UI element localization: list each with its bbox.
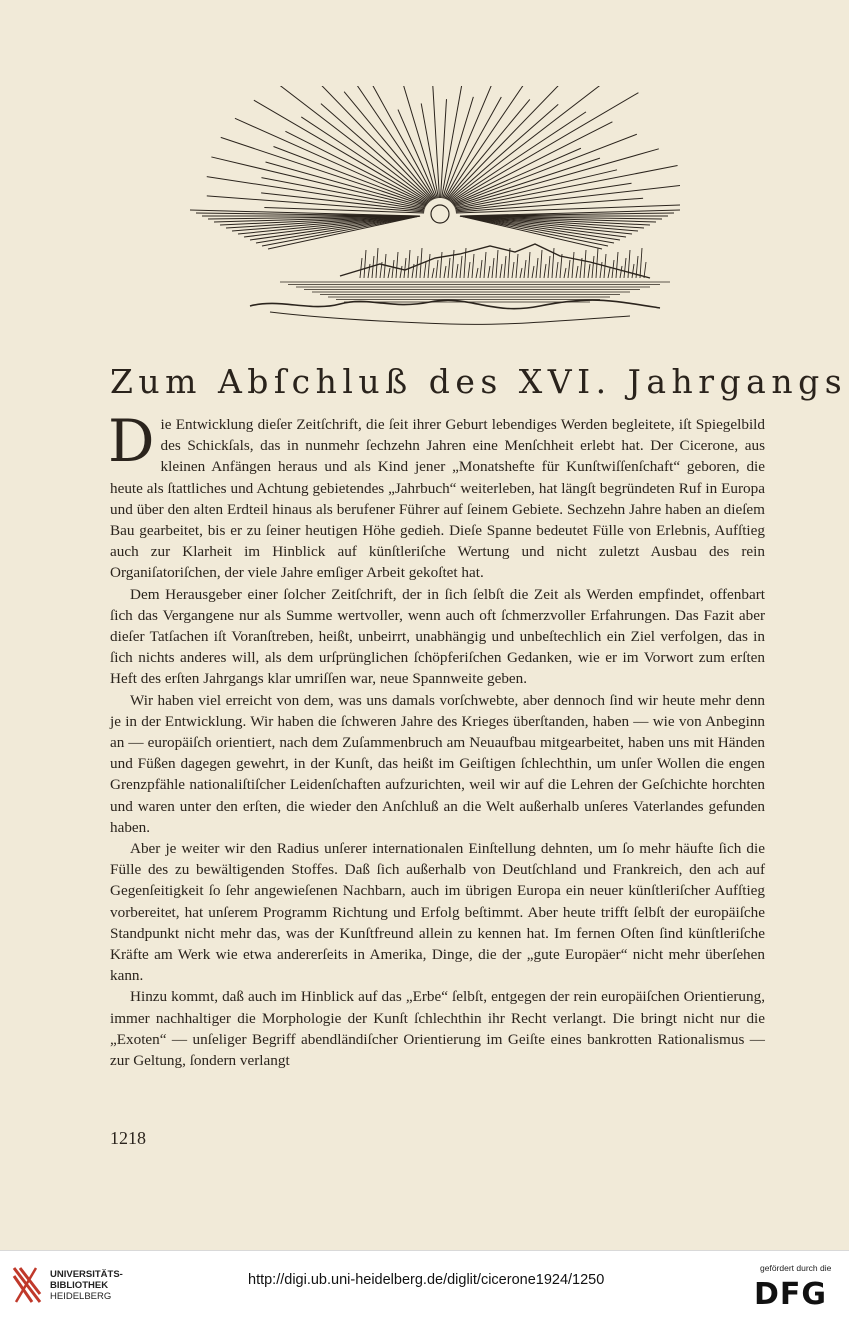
article-body <box>108 407 765 1071</box>
paragraph-1: Die Entwicklung dieſer Zeitſchrift, die ſeit ihrer Geburt lebendiges Werden begleitete, iſt Spiegelbild des Schickſals, das in nunmehr ſechzehn Jahren eine Menſchheit erlebt hat. Der Cicerone, aus kleinen Anfängen heraus und als Kind jener „Monatshefte für Kunſtwiſſenſchaft“ geboren, die heute als ſtattliches und Achtung gebietendes „Jahrbuch“ weiterleben, hat längſt begründeten Ruf in Europa und über den alten Erdteil hinaus als berufener Führer auf ſeinem Gebiete. Sechzehn Jahre haben an dieſem Bau gearbeitet, bis er zu ſeiner heutigen Höhe gedieh. Dieſe Spanne bedeutet Fülle von Erlebnis, Aufſtieg auch zur Klarheit im Hinblick auf künſtleriſche Wertung und nicht zuletzt Ausbau des rein Organiſatoriſchen, der viele Jahre emſiger Arbeit gekoſtet hat. <box>108 407 765 582</box>
viewer-footer <box>0 1250 849 1319</box>
paragraph-5: Hinzu kommt, daß auch im Hinblick auf das „Erbe“ ſelbſt, entgegen der rein europäiſchen Orientierung, immer nachhaltiger die Morphologie der Kunſt ſchlechthin ihr Recht verlangt. Die bringt nicht nur die „Exoten“ — unſeliger Begriff abendländiſcher Orientierung im Geiſte eines bankrotten Rationalismus — zur Geltung, ſondern verlangt <box>110 988 765 1070</box>
permalink-url[interactable]: http://digi.ub.uni-heidelberg.de/diglit/cicerone1924/1250 <box>248 1272 605 1288</box>
page-number: 1218 <box>110 1128 146 1148</box>
article-title: Zum Abſchluß des XVI. Jahrgangs <box>110 362 848 401</box>
library-name: UNIVERSITÄTS- BIBLIOTHEK HEIDELBERG <box>50 1269 123 1302</box>
drop-cap: D <box>108 407 155 475</box>
paragraph-2: Dem Herausgeber einer ſolcher Zeitſchrift, der in ſich ſelbſt die Zeit als Werden empfindet, offenbart ſich das Vergangene nur als Summe wertvoller, wenn auch oft ſchmerzvoller Erfahrungen. Das Fazit aber dieſer Tatſachen iſt Voranſtreben, heißt, unbeirrt, unabhängig und unbeſtechlich ein Ziel verfolgen, das in ſich nichts anderes will, als dem urſprünglichen ſchöpferiſchen Gedanken, wie er im Vorwort zum erſten Heft des erſten Jahrgangs klar umriſſen war, neue Spannweite geben. <box>110 585 765 688</box>
paragraph-4: Aber je weiter wir den Radius unſerer internationalen Einſtellung dehnten, um ſo mehr häufte ſich die Fülle des zu bewältigenden Stoffes. Daß ſich außerhalb von Deutſchland und Frankreich, den ach auf Gegenſeitigkeit ſo ſehr angewieſenen Nachbarn, auch im übrigen Europa ein neuer künſtleriſcher Aufſtieg vorbereitet, hat unſerem Programm Richtung und Erfolg beſtimmt. Aber heute trifft ſelbſt der europäiſche Standpunkt nicht mehr das, was der Kunſtfreund allein zu kennen hat. Im fernen Oſten ſind künſtleriſche Kräfte am Werk wie etwa andererſeits in Amerika, Dinge, die der „gute Europäer“ nicht mehr überſehen kann. <box>110 840 765 985</box>
university-library-logo-icon <box>10 1264 44 1306</box>
funding-caption: gefördert durch die <box>760 1263 832 1273</box>
dfg-logo: DFG <box>754 1277 828 1312</box>
sunset-lake-illustration <box>190 86 680 336</box>
paragraph-3: Wir haben viel erreicht von dem, was uns damals vorſchwebte, aber dennoch ſind wir heute mehr denn je in der Entwicklung. Wir haben die ſchweren Jahre des Krieges überſtanden, haben — wie von Anbeginn an — europäiſch orientiert, nach dem Zuſammenbruch am Neuaufbau mitgearbeitet, haben uns mit Händen und Füßen dagegen gewehrt, in der Kunſt, das heißt im Geiſtigen ſchlechthin, um unſer Wollen die engen Grenzpfähle nationaliſtiſcher Leidenſchaften aufzurichten, weil wir auf die Lehren der Geſchichte horchten und waren unter den erſten, die wieder den Anſchluß an die Welt außerhalb unſeres Vaterlandes gefunden haben. <box>110 691 765 836</box>
